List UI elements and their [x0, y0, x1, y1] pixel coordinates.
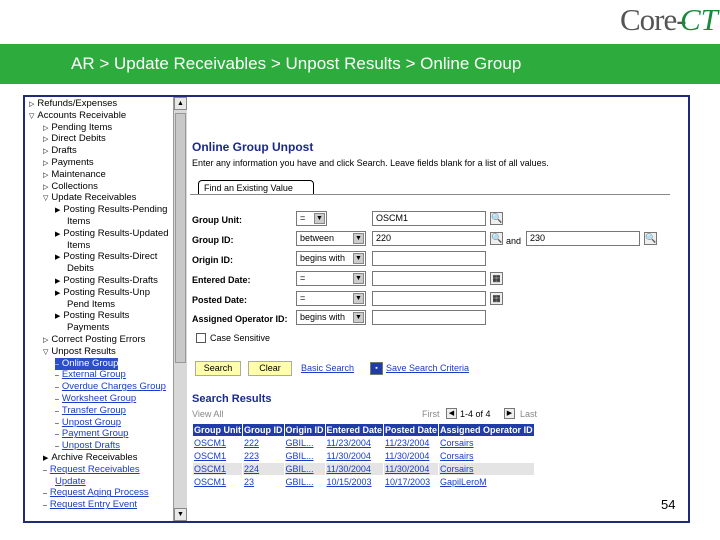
- expanded-arrow-icon: ▽: [43, 195, 49, 203]
- nav-item[interactable]: [55, 287, 150, 299]
- collapsed-arrow-icon: ▶: [55, 289, 61, 297]
- nav-item-label: Posting Results-Updated: [63, 227, 169, 239]
- nav-item[interactable]: [29, 98, 117, 110]
- nav-item[interactable]: [55, 369, 126, 381]
- nav-item[interactable]: [67, 240, 90, 252]
- operator-id-operator-select[interactable]: [296, 310, 366, 325]
- nav-item-label: Payments: [51, 157, 94, 168]
- nav-item-label: Pending Items: [51, 121, 113, 133]
- leaf-dash-icon: –: [55, 443, 59, 451]
- nav-item-label: Request Aging Process: [49, 487, 149, 499]
- collapsed-arrow-icon: ▶: [55, 207, 61, 215]
- navigation-menu: [25, 97, 173, 521]
- collapsed-arrow-icon: ▶: [55, 313, 61, 321]
- entered-date-operator-select[interactable]: [296, 271, 366, 286]
- nav-item-label: Transfer Group: [61, 404, 126, 416]
- nav-item[interactable]: [55, 381, 166, 393]
- nav-item-label: Correct Posting Errors: [51, 334, 146, 345]
- expanded-arrow-icon: ▽: [29, 112, 35, 120]
- nav-item-label: Update Receivables: [51, 192, 137, 204]
- nav-item-label: Items: [67, 239, 91, 251]
- scroll-down-arrow-icon[interactable]: ▼: [174, 508, 187, 521]
- nav-item-label: Pend Items: [67, 298, 116, 310]
- collapsed-arrow-icon: ▷: [43, 148, 49, 156]
- search-results-title: Search Results: [192, 393, 272, 405]
- and-label: and: [506, 236, 522, 246]
- table-cell[interactable]: 222: [243, 437, 285, 450]
- table-cell[interactable]: OSCM1: [193, 437, 243, 450]
- table-cell[interactable]: GapilLeroM: [439, 476, 535, 489]
- column-header[interactable]: Group Unit: [194, 425, 241, 435]
- column-header[interactable]: Posted Date: [385, 425, 438, 435]
- operator-id-label: Assigned Operator ID:: [192, 314, 288, 324]
- nav-item-label: Payment Group: [61, 428, 129, 440]
- origin-id-operator-value: begins with: [300, 253, 346, 263]
- nav-item[interactable]: [43, 487, 149, 499]
- logo-core-text: Core-: [620, 2, 686, 37]
- nav-item[interactable]: [43, 192, 136, 204]
- nav-item-label: Debits: [67, 263, 94, 275]
- table-cell[interactable]: 10/15/2003: [325, 476, 384, 489]
- nav-item-label: Posting Results-Direct: [63, 251, 158, 263]
- nav-item-label: Maintenance: [51, 168, 106, 180]
- leaf-dash-icon: –: [43, 490, 47, 498]
- group-id-operator-value: between: [300, 233, 335, 243]
- nav-item-label: Update: [55, 475, 86, 487]
- origin-id-operator-select[interactable]: [296, 251, 366, 266]
- basic-search-link[interactable]: Basic Search: [301, 363, 355, 373]
- leaf-dash-icon: –: [43, 502, 47, 510]
- collapsed-arrow-icon: ▷: [43, 183, 49, 191]
- column-header[interactable]: Assigned Operator ID: [440, 425, 533, 435]
- core-ct-logo: [620, 2, 716, 42]
- collapsed-arrow-icon: ▷: [43, 160, 49, 167]
- nav-item[interactable]: [67, 299, 115, 311]
- table-row[interactable]: [193, 463, 535, 476]
- nav-item-label: Unpost Drafts: [61, 440, 120, 452]
- nav-item[interactable]: [43, 133, 106, 145]
- chevron-down-icon: ▼: [314, 213, 325, 224]
- column-header[interactable]: Entered Date: [326, 425, 383, 435]
- leaf-dash-icon: –: [55, 360, 59, 368]
- collapsed-arrow-icon: ▶: [43, 455, 49, 462]
- table-cell[interactable]: GBIL...: [284, 476, 325, 489]
- posted-date-operator-value: =: [300, 293, 306, 303]
- collapsed-arrow-icon: ▷: [43, 337, 49, 344]
- search-page: [190, 97, 688, 521]
- posted-date-label: Posted Date:: [192, 295, 248, 305]
- page-title: Online Group Unpost: [192, 140, 314, 154]
- table-cell[interactable]: Corsairs: [439, 450, 535, 463]
- table-row[interactable]: [193, 476, 535, 489]
- nav-item-label: Items: [67, 216, 91, 227]
- nav-item-label: Worksheet Group: [61, 393, 137, 404]
- group-unit-operator-value: =: [300, 213, 306, 223]
- column-header[interactable]: Origin ID: [285, 425, 324, 435]
- column-header[interactable]: Group ID: [244, 425, 283, 435]
- nav-item[interactable]: [43, 452, 137, 464]
- nav-item-label: Direct Debits: [51, 133, 106, 145]
- origin-id-input[interactable]: [372, 251, 486, 266]
- operator-id-operator-value: begins with: [300, 312, 346, 322]
- slide-page-number: 54: [661, 497, 676, 512]
- last-link[interactable]: Last: [520, 409, 538, 419]
- nav-item[interactable]: [43, 346, 116, 358]
- scroll-thumb[interactable]: [175, 113, 186, 363]
- table-cell[interactable]: Corsairs: [439, 463, 535, 476]
- nav-item[interactable]: [55, 405, 126, 417]
- save-icon[interactable]: ▪: [370, 362, 383, 375]
- leaf-dash-icon: –: [43, 466, 47, 474]
- calendar-icon[interactable]: ▦: [490, 292, 503, 305]
- nav-item[interactable]: [55, 393, 136, 405]
- group-id-to-input[interactable]: 230: [526, 231, 640, 246]
- chevron-down-icon: ▼: [353, 253, 364, 264]
- posted-date-operator-select[interactable]: [296, 291, 366, 306]
- next-arrow-icon[interactable]: ▶: [504, 408, 515, 419]
- nav-item[interactable]: [55, 428, 128, 440]
- instructions-text: Enter any information you have and click Search. Leave fields blank for a list of all values.: [192, 158, 549, 168]
- table-cell[interactable]: OSCM1: [193, 476, 243, 489]
- nav-item-label: Unpost Results: [51, 345, 116, 357]
- table-cell[interactable]: GBIL...: [284, 450, 325, 463]
- group-id-input[interactable]: 220: [372, 231, 486, 246]
- tab-divider: [190, 194, 670, 195]
- nav-item[interactable]: [43, 157, 94, 169]
- nav-item-label: Posting Results-Drafts: [63, 275, 158, 286]
- nav-item-label: Unpost Group: [61, 416, 122, 428]
- table-cell[interactable]: 223: [243, 450, 285, 463]
- nav-item[interactable]: [29, 110, 126, 122]
- nav-item[interactable]: [55, 440, 120, 452]
- operator-id-input[interactable]: [372, 310, 486, 325]
- nav-item[interactable]: [67, 263, 94, 275]
- chevron-down-icon: ▼: [353, 312, 364, 323]
- logo-ct-text: CT: [680, 2, 718, 37]
- nav-item-label: Request Entry Event: [49, 499, 138, 511]
- lookup-icon[interactable]: 🔍: [645, 233, 657, 243]
- chevron-down-icon: ▼: [353, 293, 364, 304]
- group-id-label: Group ID:: [192, 235, 234, 245]
- nav-item[interactable]: [43, 122, 112, 134]
- nav-item[interactable]: [55, 204, 167, 216]
- title-banner: [0, 44, 720, 84]
- chevron-down-icon: ▼: [353, 273, 364, 284]
- table-cell[interactable]: GBIL...: [284, 463, 325, 476]
- table-cell[interactable]: 11/23/2004: [384, 437, 439, 450]
- nav-item[interactable]: [55, 417, 121, 429]
- nav-item-label: External Group: [61, 369, 126, 381]
- collapsed-arrow-icon: ▷: [43, 171, 49, 179]
- collapsed-arrow-icon: ▷: [43, 136, 49, 144]
- nav-item[interactable]: [43, 499, 137, 511]
- table-cell[interactable]: OSCM1: [193, 463, 243, 476]
- table-cell[interactable]: 10/17/2003: [384, 476, 439, 489]
- nav-item-label: Request Receivables: [49, 463, 140, 475]
- leaf-dash-icon: –: [55, 407, 59, 415]
- app-window: [23, 95, 690, 523]
- collapsed-arrow-icon: ▶: [55, 230, 61, 238]
- nav-item[interactable]: [43, 464, 140, 476]
- nav-item-label: Posting Results-Pending: [63, 204, 168, 216]
- nav-item-label: Posting Results-Unp: [63, 286, 150, 298]
- nav-item[interactable]: [55, 228, 168, 240]
- nav-item-label: Refunds/Expenses: [37, 98, 118, 109]
- table-cell[interactable]: 11/30/2004: [384, 450, 439, 463]
- table-row[interactable]: [193, 450, 535, 463]
- nav-item-label: Payments: [67, 322, 110, 334]
- first-link[interactable]: First: [422, 409, 440, 419]
- table-cell[interactable]: 11/30/2004: [325, 450, 384, 463]
- save-search-criteria-link[interactable]: Save Search Criteria: [386, 363, 470, 373]
- table-cell[interactable]: OSCM1: [193, 450, 243, 463]
- origin-id-label: Origin ID:: [192, 255, 233, 265]
- results-header-row: [193, 424, 535, 437]
- table-cell[interactable]: 23: [243, 476, 285, 489]
- results-range: 1-4 of 4: [460, 409, 491, 419]
- expanded-arrow-icon: ▽: [43, 348, 49, 356]
- view-all-link[interactable]: View All: [192, 409, 224, 419]
- group-id-operator-select[interactable]: [296, 231, 366, 246]
- nav-item-label: Accounts Receivable: [37, 109, 127, 121]
- collapsed-arrow-icon: ▷: [43, 124, 49, 132]
- results-table: [192, 423, 535, 489]
- nav-item[interactable]: [43, 181, 98, 193]
- leaf-dash-icon: –: [55, 372, 59, 380]
- table-cell[interactable]: 224: [243, 463, 285, 476]
- search-button[interactable]: Search: [195, 361, 241, 376]
- leaf-dash-icon: –: [55, 384, 59, 392]
- leaf-dash-icon: –: [55, 396, 59, 403]
- group-unit-input[interactable]: OSCM1: [372, 211, 486, 226]
- nav-item[interactable]: [55, 476, 86, 488]
- collapsed-arrow-icon: ▷: [29, 101, 35, 108]
- nav-item-label: Online Group: [61, 357, 119, 369]
- nav-item[interactable]: [67, 322, 109, 334]
- table-row[interactable]: [193, 437, 535, 450]
- nav-scrollbar[interactable]: [173, 97, 187, 521]
- scroll-up-arrow-icon[interactable]: ▲: [174, 97, 187, 110]
- group-unit-operator-select[interactable]: [296, 211, 327, 226]
- previous-arrow-icon[interactable]: ◀: [446, 408, 457, 419]
- tab-find-existing-value[interactable]: Find an Existing Value: [198, 180, 314, 194]
- nav-item-label: Archive Receivables: [51, 452, 138, 463]
- nav-item[interactable]: [55, 275, 158, 287]
- table-cell[interactable]: Corsairs: [439, 437, 535, 450]
- chevron-down-icon: ▼: [353, 233, 364, 244]
- breadcrumb-title: AR > Update Receivables > Unpost Results > Online Group: [71, 54, 522, 73]
- nav-item-label: Overdue Charges Group: [61, 381, 166, 393]
- collapsed-arrow-icon: ▶: [55, 254, 61, 262]
- group-unit-label: Group Unit:: [192, 215, 242, 225]
- posted-date-input[interactable]: [372, 291, 486, 306]
- collapsed-arrow-icon: ▶: [55, 278, 61, 285]
- nav-item[interactable]: [55, 251, 157, 263]
- nav-item[interactable]: [67, 216, 90, 228]
- entered-date-operator-value: =: [300, 273, 306, 283]
- case-sensitive-label: Case Sensitive: [210, 333, 271, 343]
- table-cell[interactable]: 11/30/2004: [384, 463, 439, 476]
- entered-date-input[interactable]: [372, 271, 486, 286]
- nav-item[interactable]: [43, 145, 77, 157]
- leaf-dash-icon: –: [55, 419, 59, 427]
- nav-item-label: Drafts: [51, 145, 77, 157]
- clear-button[interactable]: Clear: [248, 361, 292, 376]
- nav-item[interactable]: [55, 310, 129, 322]
- nav-item-label: Collections: [51, 180, 98, 192]
- lookup-icon[interactable]: 🔍: [491, 233, 503, 243]
- nav-item[interactable]: [55, 358, 118, 370]
- entered-date-label: Entered Date:: [192, 275, 251, 285]
- case-sensitive-checkbox[interactable]: [196, 333, 206, 343]
- table-cell[interactable]: GBIL...: [284, 437, 325, 450]
- leaf-dash-icon: –: [55, 431, 59, 439]
- nav-item[interactable]: [43, 169, 106, 181]
- table-cell[interactable]: 11/30/2004: [325, 463, 384, 476]
- nav-item[interactable]: [43, 334, 145, 346]
- nav-item-label: Posting Results: [63, 310, 130, 322]
- calendar-icon[interactable]: ▦: [490, 272, 503, 285]
- table-cell[interactable]: 11/23/2004: [325, 437, 384, 450]
- lookup-icon[interactable]: 🔍: [491, 213, 503, 223]
